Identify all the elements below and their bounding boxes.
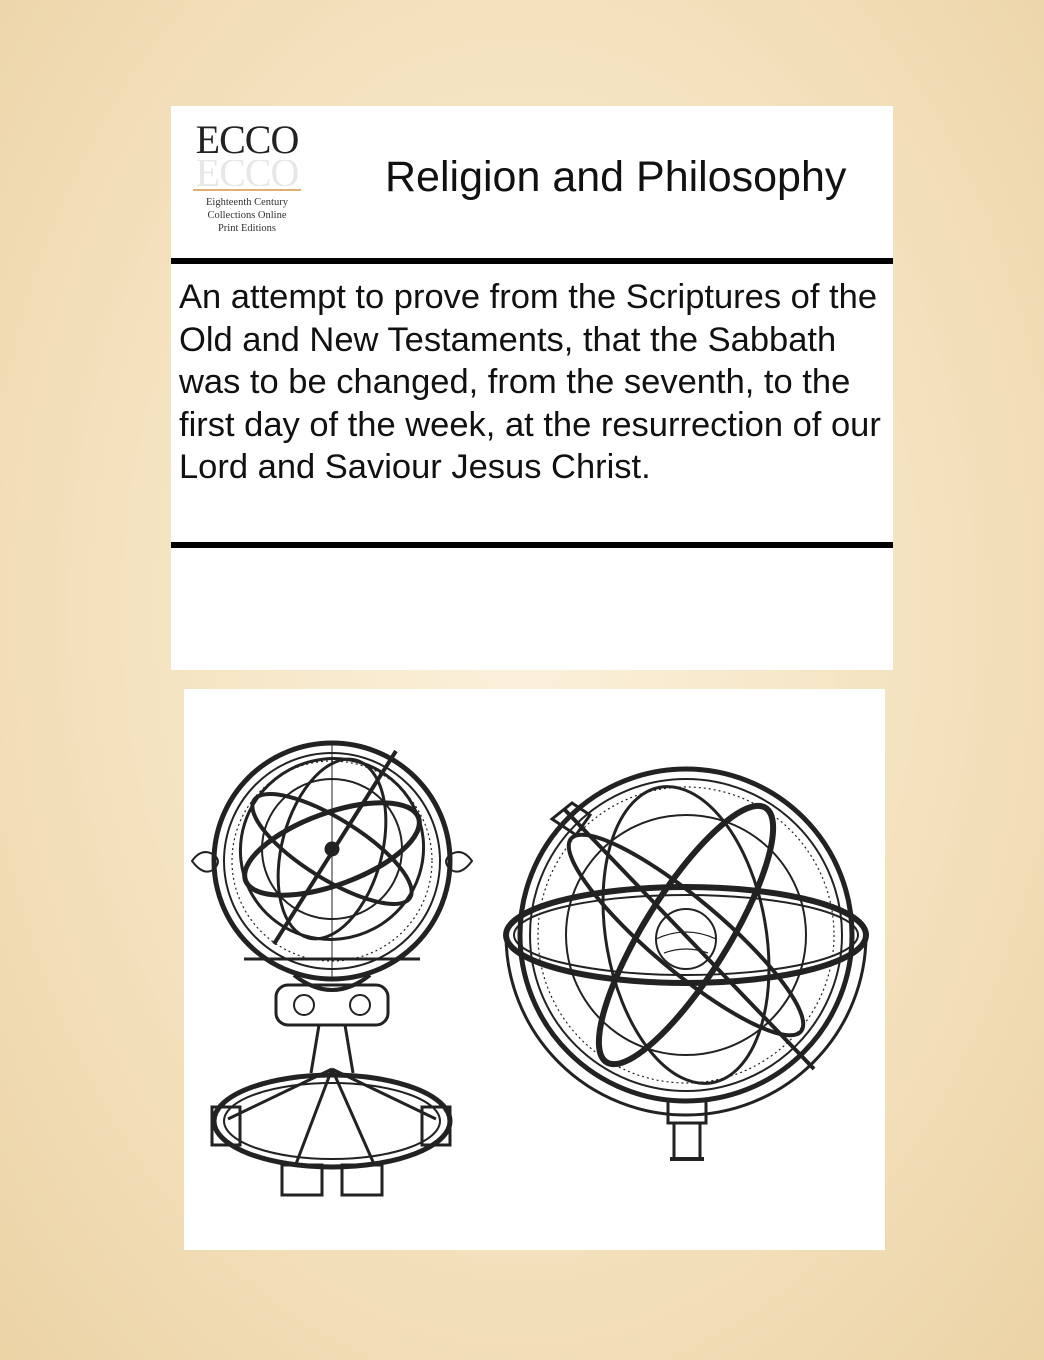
ecco-logo bbox=[187, 117, 307, 244]
book-title: An attempt to prove from the Scriptures of the Old and New Testaments, that the Sabbath was to be changed, from the seventh, to the first day of the week, at the resurrection of our Lord and Saviour Jesus Christ. bbox=[179, 278, 881, 486]
logo-divider bbox=[193, 189, 301, 191]
logo-mark-reflection: ECCO bbox=[195, 160, 299, 186]
logo-line-2: Collections Online bbox=[207, 210, 287, 221]
right-armillary-sphere bbox=[506, 769, 866, 1159]
cover-panel bbox=[171, 106, 893, 670]
logo-mark: ECCO bbox=[195, 117, 299, 162]
top-divider bbox=[171, 258, 893, 264]
left-armillary-sphere bbox=[192, 726, 472, 1195]
bottom-divider bbox=[171, 542, 893, 548]
logo-line-3: Print Editions bbox=[217, 223, 277, 234]
armillary-illustration bbox=[184, 689, 885, 1250]
armillary-spheres-engraving bbox=[184, 689, 885, 1250]
logo-line-1: Eighteenth Century bbox=[206, 197, 288, 208]
series-title: Religion and Philosophy bbox=[385, 153, 847, 201]
